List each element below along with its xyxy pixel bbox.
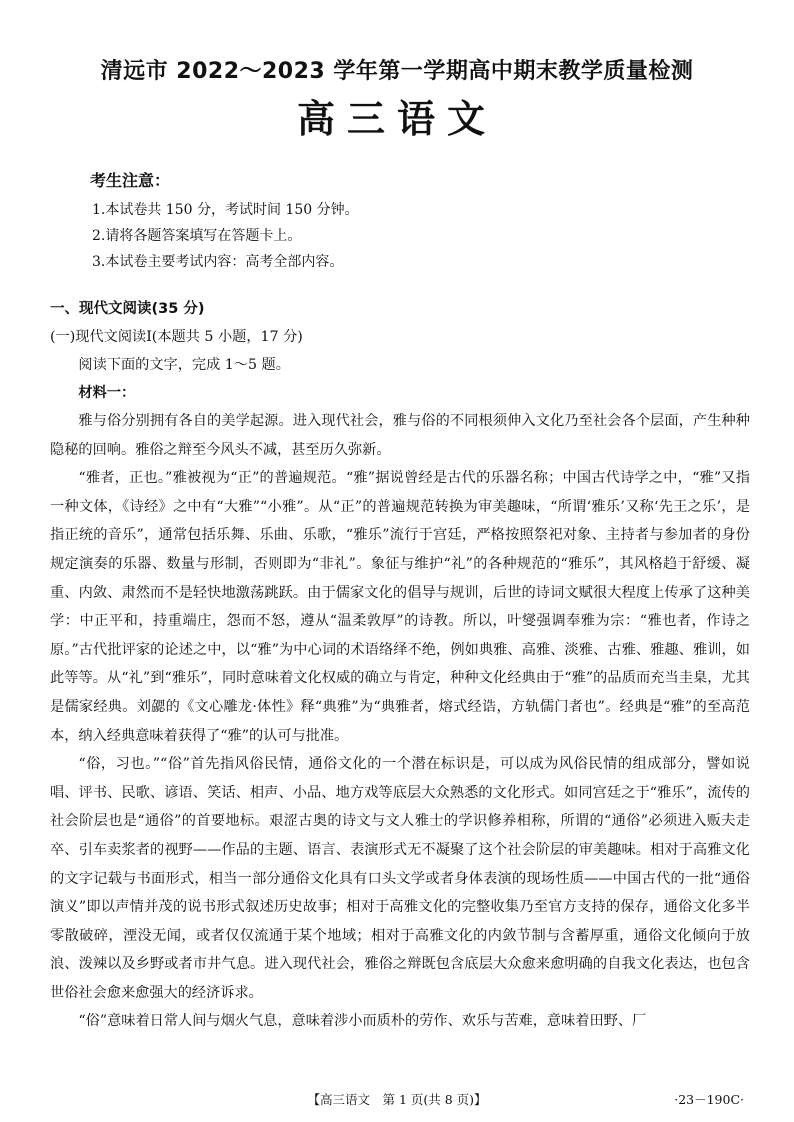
candidate-notice [90, 168, 359, 275]
paper-code: ·23－190C· [674, 1092, 744, 1107]
paragraph: “俗”意味着日常人间与烟火气息，意味着涉小而质朴的劳作、欢乐与苦难，意味着田野、厂 [78, 1013, 647, 1030]
subsection-heading: (一)现代文阅读Ⅰ(本题共 5 小题，17 分) [50, 329, 303, 345]
notice-title: 考生注意： [90, 171, 171, 190]
paragraph: “俗，习也。”“俗”首先指风俗民情，通俗文化的一个潜在标识是，可以成为风俗民情的组成部分，譬如说唱、评书、民歌、谚语、笑话、相声、小品、地方戏等底层大众熟悉的文化形式。如同宫廷之于“雅乐”，流传的社会阶层也是“通俗”的首要地标。艰涩古奥的诗文与文人雅士的学识修养相称，所谓的“通俗”必须进入贩夫走卒、引车卖浆者的视野——作品的主题、语言、表演形式无不凝聚了这个社会阶层的审美趣味。相对于高雅文化的文字记载与书面形式，相当一部分通俗文化具有口头文学或者身体表演的现场性质——中国古代的一批“通俗演义”即以声情并茂的说书形式叙述历史故事；相对于高雅文化的完整收集乃至官方支持的保存，通俗文化多半零散破碎，湮没无闻，或者仅仅流通于某个地域；相对于高雅文化的内敛节制与含蓄厚重，通俗文化倾向于放浪、泼辣以及乡野或者市井气息。进入现代社会，雅俗之辩既包含底层大众愈来愈明确的自我文化表达，也包含世俗社会愈来愈强大的经济诉求。 [50, 756, 750, 1001]
exam-body [50, 295, 750, 1036]
notice-item: 3.本试卷主要考试内容：高考全部内容。 [92, 254, 344, 270]
notice-item: 2.请将各题答案填写在答题卡上。 [92, 228, 302, 244]
reading-instruction: 阅读下面的文字，完成 1～5 题。 [78, 357, 290, 373]
paragraph: “雅者，正也。”雅被视为“正”的普遍规范。“雅”据说曾经是古代的乐器名称；中国古代诗学之中，“雅”又指一种文体，《诗经》之中有“大雅”“小雅”。从“正”的普遍规范转换为审美趣味，“所谓‘雅乐’又称‘先王之乐’，是指正统的音乐”，通常包括乐舞、乐曲、乐歌，“雅乐”流行于宫廷，严格按照祭祀对象、主持者与参加者的身份规定演奏的乐器、数量与形制，否则即为“非礼”。象征与维护“礼”的各种规范的“雅乐”，其风格趋于舒缓、凝重、内敛、肃然而不是轻快地激荡跳跃。由于儒家文化的倡导与规训，后世的诗词文赋很大程度上传承了这种美学：中正平和，持重端庄，怨而不怒，遵从“温柔敦厚”的诗教。所以，叶燮强调奉雅为宗：“雅也者，作诗之原。”古代批评家的论述之中，以“雅”为中心词的术语络绎不绝，例如典雅、高雅、淡雅、古雅、雅趣、雅训，如此等等。从“礼”到“雅乐”，同时意味着文化权威的确立与肯定，种种文化经典由于“雅”的品质而充当圭臬，尤其是儒家经典。刘勰的《文心雕龙·体性》释“典雅”为“典雅者，熔式经诰，方轨儒门者也”。经典是“雅”的至高范本，纳入经典意味着获得了“雅”的认可与批准。 [50, 470, 750, 744]
exam-title: 清远市 2022～2023 学年第一学期高中期末教学质量检测 [100, 59, 694, 84]
subject-title: 高三语文 [296, 97, 497, 141]
section-heading: 一、现代文阅读(35 分) [50, 301, 205, 317]
material-label: 材料一： [78, 385, 136, 401]
notice-item: 1.本试卷共 150 分，考试时间 150 分钟。 [92, 202, 359, 218]
paragraph: 雅与俗分别拥有各自的美学起源。进入现代社会，雅与俗的不同根须伸入文化乃至社会各个层面，产生种种隐秘的回响。雅俗之辩至今风头不减，甚至历久弥新。 [50, 413, 750, 458]
page-number: 【高三语文 第 1 页(共 8 页)】 [307, 1092, 487, 1107]
